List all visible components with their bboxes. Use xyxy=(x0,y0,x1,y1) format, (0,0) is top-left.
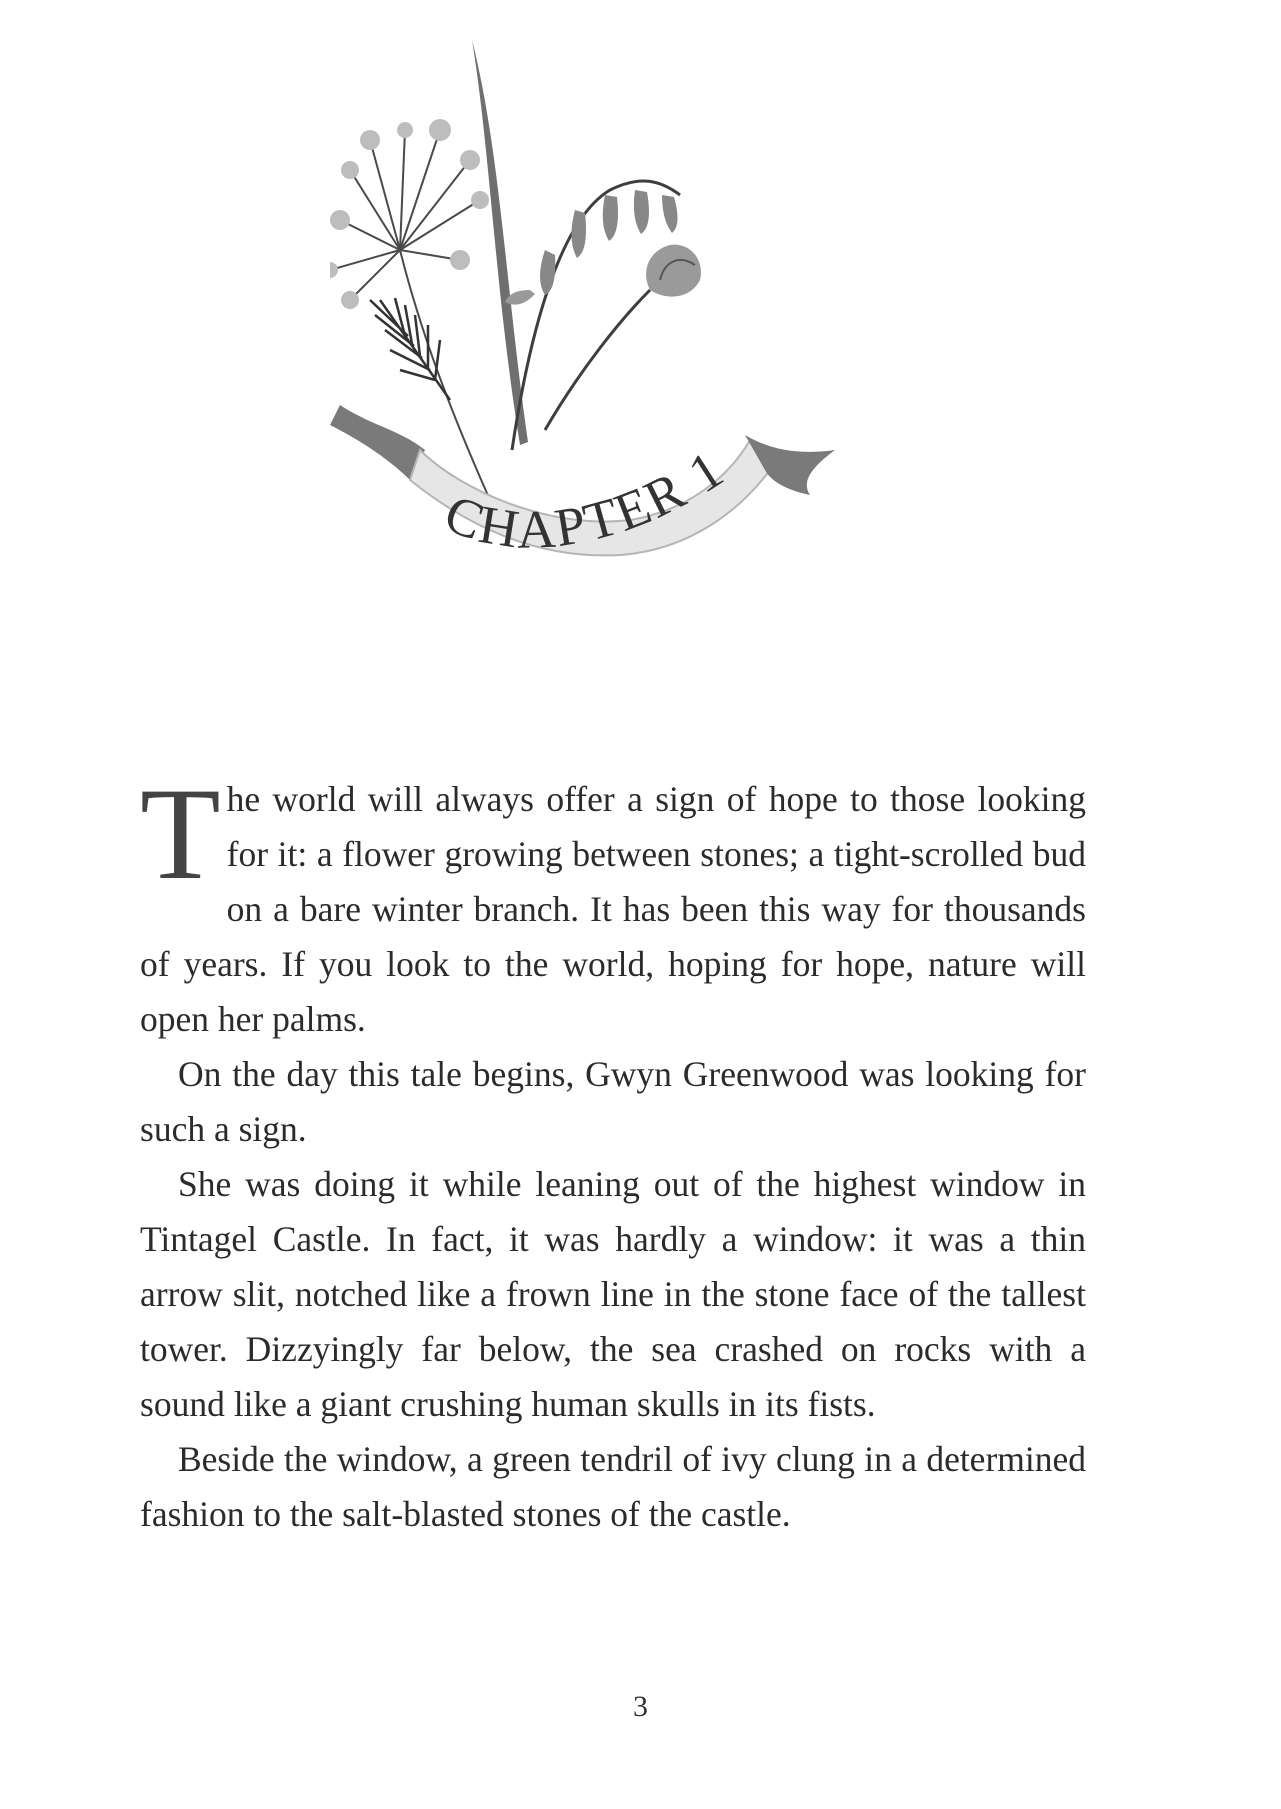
paragraph-4: Beside the window, a green tendril of ivy clung in a determined fashion to the salt-blasted stones of the castle. xyxy=(140,1439,1086,1534)
chapter-body xyxy=(140,760,1086,1542)
chapter-heading: CHAPTER 1 xyxy=(436,438,735,560)
grass-blade xyxy=(472,40,528,445)
paragraph-1-text: he world will always offer a sign of hope to those looking for it: a flower growing between stones; a tight-scrolled bud on a bare winter branch. It has been this way for thousands of years. If you look to the world, hoping for hope, nature will open her palms. xyxy=(140,779,1086,1039)
drop-cap: T xyxy=(140,760,221,907)
paragraph-2: On the day this tale begins, Gwyn Greenwood was looking for such a sign. xyxy=(140,1054,1086,1149)
cow-parsley-florets xyxy=(330,119,489,309)
paragraph-3: She was doing it while leaning out of the highest window in Tintagel Castle. In fact, it was hardly a window: it was a thin arrow slit, notched like a frown line in the stone face of the tallest tower. Dizzyingly far below, the sea crashed on rocks with a sound like a giant crushing human skulls in its fists. xyxy=(140,1164,1086,1424)
paragraph-1 xyxy=(140,760,1086,1047)
fern-sprig xyxy=(370,298,450,400)
chapter-flower-illustration xyxy=(330,30,970,670)
bluebell xyxy=(505,181,680,450)
crocus xyxy=(545,245,701,430)
page-number: 3 xyxy=(633,1690,648,1723)
